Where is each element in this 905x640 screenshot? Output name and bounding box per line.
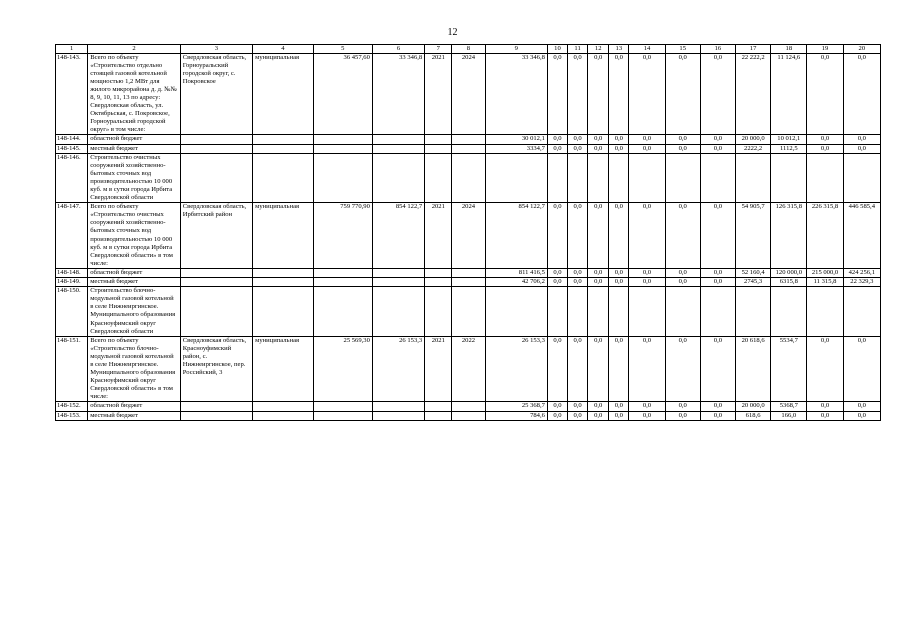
table-cell: областной бюджет (88, 402, 181, 411)
table-row (56, 268, 881, 277)
table-cell (609, 153, 629, 203)
table-cell: 5534,7 (771, 336, 807, 402)
table-cell: 148-152. (56, 402, 88, 411)
table-cell: 0,0 (700, 336, 735, 402)
table-cell (372, 144, 424, 153)
table-cell: 36 457,60 (313, 53, 372, 135)
table-cell: Всего по объекту «Строительство блочно-модульной газовой котельной в селе Нижнеиргинское. Муниципального образования Красноуфимский округ Свердловской области» в том числе: (88, 336, 181, 402)
table-cell (568, 153, 588, 203)
table-cell: 424 256,1 (843, 268, 880, 277)
table-cell: 148-148. (56, 268, 88, 277)
table-cell (253, 411, 313, 420)
column-header: 7 (425, 45, 452, 54)
table-cell: 0,0 (568, 411, 588, 420)
table-cell: 0,0 (609, 268, 629, 277)
table-cell (629, 153, 665, 203)
table-cell: Всего по объекту «Строительство очистных сооружений хозяйственно-бытовых сточных вод производительностью 10 000 куб. м в сутки города Ирбита Свердловской области» в том числе: (88, 203, 181, 269)
table-cell (253, 287, 313, 337)
table-cell (180, 402, 252, 411)
table-cell: 148-153. (56, 411, 88, 420)
table-cell (180, 278, 252, 287)
table-cell: Строительство блочно-модульной газовой котельной в селе Нижнеиргинское. Муниципального образования Красноуфимский округ Свердловской области (88, 287, 181, 337)
table-cell (485, 153, 547, 203)
table-cell: 2021 (425, 53, 452, 135)
table-cell: 148-143. (56, 53, 88, 135)
column-header: 1 (56, 45, 88, 54)
table-cell: 0,0 (588, 402, 609, 411)
table-cell: 120 000,0 (771, 268, 807, 277)
table-row (56, 53, 881, 135)
table-cell: 0,0 (568, 278, 588, 287)
table-cell: 148-144. (56, 135, 88, 144)
table-cell (253, 135, 313, 144)
table-cell (372, 402, 424, 411)
table-cell (771, 153, 807, 203)
table-cell: 0,0 (807, 135, 843, 144)
table-cell: 0,0 (700, 411, 735, 420)
table-cell (180, 268, 252, 277)
table-cell (807, 153, 843, 203)
table-cell: 0,0 (700, 144, 735, 153)
column-header: 5 (313, 45, 372, 54)
table-cell: 22 222,2 (736, 53, 771, 135)
table-cell (843, 287, 880, 337)
table-cell: 25 569,30 (313, 336, 372, 402)
table-cell (372, 153, 424, 203)
table-cell: 0,0 (807, 411, 843, 420)
table-cell: 0,0 (568, 203, 588, 269)
column-header: 17 (736, 45, 771, 54)
table-cell (313, 153, 372, 203)
table-cell: 2021 (425, 336, 452, 402)
table-cell: 6315,8 (771, 278, 807, 287)
table-cell: Свердловская область, Горноуральский городской округ, с. Покровское (180, 53, 252, 135)
table-cell: 0,0 (665, 268, 700, 277)
table-cell: 2024 (452, 203, 485, 269)
table-cell: 215 000,0 (807, 268, 843, 277)
table-cell (313, 402, 372, 411)
table-cell (372, 278, 424, 287)
table-cell: Строительство очистных сооружений хозяйственно-бытовых сточных вод производительностью 10 000 куб. м в сутки города Ирбита Свердловской области (88, 153, 181, 203)
table-row (56, 203, 881, 269)
table-cell: 0,0 (588, 53, 609, 135)
table-cell: 0,0 (807, 402, 843, 411)
column-header: 13 (609, 45, 629, 54)
table-cell: 0,0 (547, 268, 567, 277)
table-cell: 0,0 (629, 411, 665, 420)
table-cell (253, 278, 313, 287)
table-cell: 0,0 (609, 336, 629, 402)
table-cell (180, 153, 252, 203)
table-cell: 0,0 (547, 135, 567, 144)
table-cell: 0,0 (547, 402, 567, 411)
table-cell: 54 905,7 (736, 203, 771, 269)
table-cell (180, 287, 252, 337)
table-cell: 148-147. (56, 203, 88, 269)
table-cell: 0,0 (629, 268, 665, 277)
table-cell (425, 135, 452, 144)
table-cell: 0,0 (568, 268, 588, 277)
table-cell: местный бюджет (88, 144, 181, 153)
table-cell (425, 287, 452, 337)
table-cell: 0,0 (568, 336, 588, 402)
column-header: 11 (568, 45, 588, 54)
table-cell: 0,0 (700, 135, 735, 144)
table-cell (665, 287, 700, 337)
column-header: 3 (180, 45, 252, 54)
column-header: 4 (253, 45, 313, 54)
table-cell: 11 124,6 (771, 53, 807, 135)
table-row (56, 411, 881, 420)
table-cell (452, 411, 485, 420)
table-cell: 0,0 (568, 402, 588, 411)
table-cell: 20 000,0 (736, 402, 771, 411)
table-cell (485, 287, 547, 337)
table-cell: 33 346,8 (372, 53, 424, 135)
table-cell (372, 268, 424, 277)
column-header: 18 (771, 45, 807, 54)
table-cell (452, 135, 485, 144)
table-cell: 0,0 (629, 53, 665, 135)
table-cell: 0,0 (609, 53, 629, 135)
table-cell: 2022 (452, 336, 485, 402)
table-cell (629, 287, 665, 337)
table-cell (452, 268, 485, 277)
table-cell: муниципальная (253, 336, 313, 402)
table-cell: 1112,5 (771, 144, 807, 153)
table-cell: 0,0 (843, 135, 880, 144)
table-cell (452, 278, 485, 287)
table-cell: 0,0 (609, 402, 629, 411)
table-row (56, 144, 881, 153)
table-cell: 22 329,3 (843, 278, 880, 287)
table-cell (452, 153, 485, 203)
table-cell: 0,0 (843, 336, 880, 402)
table-cell (253, 153, 313, 203)
table-cell: 52 160,4 (736, 268, 771, 277)
table-cell: областной бюджет (88, 268, 181, 277)
table-cell (452, 144, 485, 153)
table-cell (568, 287, 588, 337)
table-cell (313, 287, 372, 337)
table-cell: 0,0 (629, 203, 665, 269)
table-cell (665, 153, 700, 203)
table-cell: 0,0 (568, 53, 588, 135)
column-header: 2 (88, 45, 181, 54)
table-cell: 30 012,1 (485, 135, 547, 144)
table-cell (313, 411, 372, 420)
table-cell: 0,0 (665, 203, 700, 269)
table-cell: 0,0 (843, 402, 880, 411)
table-cell (180, 144, 252, 153)
table-cell: 166,0 (771, 411, 807, 420)
table-cell: 0,0 (588, 411, 609, 420)
table-cell (313, 144, 372, 153)
table-cell: 0,0 (588, 135, 609, 144)
table-cell: 0,0 (547, 336, 567, 402)
table-cell (313, 268, 372, 277)
table-cell: 0,0 (609, 278, 629, 287)
table-cell: 226 315,8 (807, 203, 843, 269)
table-cell (425, 411, 452, 420)
table-cell: 0,0 (568, 144, 588, 153)
table-cell (425, 144, 452, 153)
table-cell: 2024 (452, 53, 485, 135)
column-header: 15 (665, 45, 700, 54)
table-cell (372, 135, 424, 144)
table-cell (588, 153, 609, 203)
table-cell: 0,0 (609, 203, 629, 269)
table-cell: 0,0 (609, 411, 629, 420)
table-cell: 0,0 (629, 336, 665, 402)
table-cell: 42 706,2 (485, 278, 547, 287)
table-cell: 811 416,5 (485, 268, 547, 277)
table-cell (452, 402, 485, 411)
table-cell: 0,0 (665, 278, 700, 287)
table-cell (700, 153, 735, 203)
column-header: 12 (588, 45, 609, 54)
table-cell: 0,0 (665, 144, 700, 153)
table-cell: 0,0 (547, 144, 567, 153)
table-cell (372, 287, 424, 337)
table-cell: 20 618,6 (736, 336, 771, 402)
table-cell (807, 287, 843, 337)
table-cell: 0,0 (629, 135, 665, 144)
table-cell: 0,0 (588, 268, 609, 277)
table-row (56, 402, 881, 411)
table-cell: Всего по объекту «Строительство отдельно стоящей газовой котельной мощностью 1,2 МВт для жилого микрорайона д. д. №№ 8, 9, 10, 11, 13 по адресу: Свердловская область, ул. Октябрьская, с. Покровское, Горноуральский городской округ» в том числе: (88, 53, 181, 135)
table-cell (452, 287, 485, 337)
table-cell: 25 368,7 (485, 402, 547, 411)
budget-table (55, 44, 881, 421)
table-cell: 0,0 (547, 411, 567, 420)
table-cell: 0,0 (665, 411, 700, 420)
table-cell (180, 411, 252, 420)
table-cell: 148-151. (56, 336, 88, 402)
table-cell (843, 153, 880, 203)
table-cell: 0,0 (665, 53, 700, 135)
page-number: 12 (447, 27, 458, 38)
table-row (56, 153, 881, 203)
table-cell (180, 135, 252, 144)
table-cell: 0,0 (568, 135, 588, 144)
table-cell (253, 268, 313, 277)
table-cell (425, 402, 452, 411)
table-row (56, 287, 881, 337)
column-header: 9 (485, 45, 547, 54)
table-cell: муниципальная (253, 203, 313, 269)
table-cell (736, 153, 771, 203)
table-cell: 759 770,90 (313, 203, 372, 269)
table-cell: 854 122,7 (485, 203, 547, 269)
table-cell: 0,0 (807, 53, 843, 135)
table-cell: 10 012,1 (771, 135, 807, 144)
table-cell: 11 315,8 (807, 278, 843, 287)
table-cell (425, 278, 452, 287)
table-cell (372, 411, 424, 420)
table-cell: 148-150. (56, 287, 88, 337)
table-cell (425, 268, 452, 277)
table-row (56, 135, 881, 144)
table-cell: 0,0 (843, 144, 880, 153)
table-cell: 0,0 (609, 135, 629, 144)
table-cell: 2222,2 (736, 144, 771, 153)
column-header: 20 (843, 45, 880, 54)
table-cell: 446 585,4 (843, 203, 880, 269)
table-cell: 0,0 (629, 278, 665, 287)
table-cell: 0,0 (700, 278, 735, 287)
table-cell: 0,0 (843, 411, 880, 420)
table-cell (313, 278, 372, 287)
column-header: 16 (700, 45, 735, 54)
table-cell: 618,6 (736, 411, 771, 420)
table-cell: 0,0 (665, 135, 700, 144)
table-cell: 0,0 (609, 144, 629, 153)
table-cell: 854 122,7 (372, 203, 424, 269)
table-cell (313, 135, 372, 144)
table-cell: 0,0 (700, 402, 735, 411)
column-header: 10 (547, 45, 567, 54)
table-cell: 26 153,3 (485, 336, 547, 402)
column-header: 6 (372, 45, 424, 54)
table-cell: 5368,7 (771, 402, 807, 411)
table-cell (425, 153, 452, 203)
table-cell (736, 287, 771, 337)
table-cell: 26 153,3 (372, 336, 424, 402)
table-cell (547, 287, 567, 337)
table-row (56, 336, 881, 402)
table-cell: 0,0 (665, 402, 700, 411)
table-cell: 20 000,0 (736, 135, 771, 144)
table-cell: 3334,7 (485, 144, 547, 153)
table-cell: местный бюджет (88, 278, 181, 287)
table-cell: 0,0 (700, 53, 735, 135)
table-cell: Свердловская область, Ирбитский район (180, 203, 252, 269)
table-cell: 148-145. (56, 144, 88, 153)
table-cell: 0,0 (665, 336, 700, 402)
table-cell (700, 287, 735, 337)
table-cell (771, 287, 807, 337)
table-cell: 0,0 (588, 278, 609, 287)
table-cell: 0,0 (547, 278, 567, 287)
table-cell: областной бюджет (88, 135, 181, 144)
table-cell: 0,0 (700, 268, 735, 277)
table-cell: 0,0 (807, 336, 843, 402)
table-cell (609, 287, 629, 337)
table-cell (253, 144, 313, 153)
table-cell: 0,0 (547, 203, 567, 269)
column-header: 19 (807, 45, 843, 54)
table-cell: муниципальная (253, 53, 313, 135)
column-header: 8 (452, 45, 485, 54)
column-header: 14 (629, 45, 665, 54)
table-cell: 2021 (425, 203, 452, 269)
table-row (56, 278, 881, 287)
table-cell: 0,0 (629, 402, 665, 411)
table-cell: 0,0 (588, 203, 609, 269)
table-cell: 0,0 (547, 53, 567, 135)
table-cell: 33 346,8 (485, 53, 547, 135)
table-cell (547, 153, 567, 203)
table-cell (253, 402, 313, 411)
table-cell: 0,0 (843, 53, 880, 135)
table-cell: 0,0 (588, 144, 609, 153)
table-cell: 784,6 (485, 411, 547, 420)
table-cell: 0,0 (629, 144, 665, 153)
table-cell: 0,0 (700, 203, 735, 269)
table-cell: 2745,3 (736, 278, 771, 287)
header-row (56, 45, 881, 54)
table-cell: 148-146. (56, 153, 88, 203)
table-cell: местный бюджет (88, 411, 181, 420)
table-cell (588, 287, 609, 337)
table-cell: Свердловская область, Красноуфимский район, с. Нижнеиргинское, пер. Российский, 3 (180, 336, 252, 402)
table-cell: 126 315,8 (771, 203, 807, 269)
table-cell: 148-149. (56, 278, 88, 287)
table-cell: 0,0 (588, 336, 609, 402)
table-cell: 0,0 (807, 144, 843, 153)
